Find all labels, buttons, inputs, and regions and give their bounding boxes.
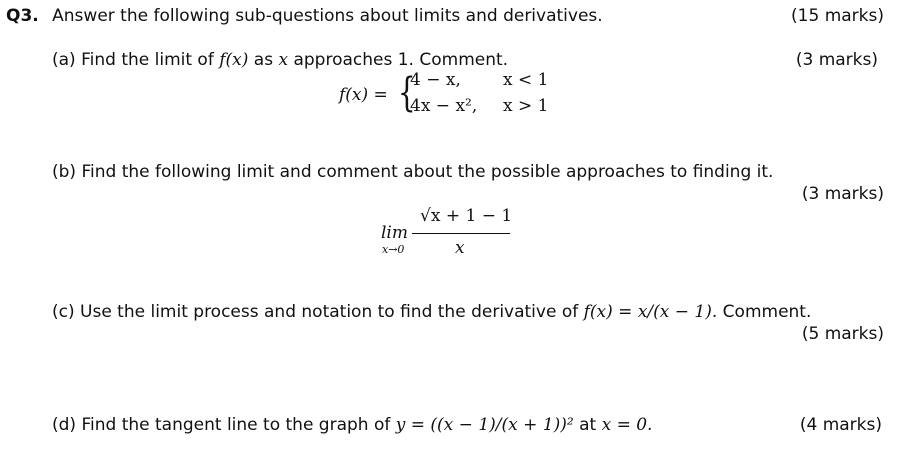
part-a-label: (a) Find the limit of bbox=[52, 50, 214, 70]
piecewise-case1-expr: 4 − x, bbox=[410, 70, 461, 90]
part-b-prompt: (b) Find the following limit and comment about the possible approaches to finding it. bbox=[52, 162, 774, 182]
limit-numerator: √x + 1 − 1 bbox=[420, 206, 513, 226]
part-a-x: x bbox=[278, 50, 289, 70]
question-number: Q3. bbox=[6, 6, 39, 26]
piecewise-case1-cond: x < 1 bbox=[503, 70, 549, 90]
part-d-prompt bbox=[52, 415, 652, 435]
piecewise-case2-cond: x > 1 bbox=[503, 96, 549, 116]
limit-fraction-bar bbox=[412, 233, 510, 234]
part-d-at: at bbox=[579, 415, 597, 435]
part-c-expr: f(x) = x/(x − 1). bbox=[583, 302, 718, 322]
part-d-marks: (4 marks) bbox=[799, 415, 882, 435]
part-d-text-start: (d) Find the tangent line to the graph of bbox=[52, 415, 391, 435]
piecewise-lhs: f(x) = bbox=[339, 85, 388, 105]
part-b-marks: (3 marks) bbox=[801, 184, 884, 204]
limit-subscript: x→0 bbox=[382, 243, 405, 256]
part-a-prompt bbox=[52, 50, 508, 70]
part-d-point: x = 0. bbox=[601, 415, 653, 435]
part-a-as: as bbox=[253, 50, 274, 70]
part-a-marks: (3 marks) bbox=[795, 50, 878, 70]
piecewise-brace: { bbox=[397, 70, 416, 116]
question-header bbox=[6, 6, 603, 26]
part-a-tail: approaches 1. Comment. bbox=[293, 50, 509, 70]
piecewise-case2-expr: 4x − x², bbox=[410, 96, 478, 116]
limit-lim: lim bbox=[381, 223, 408, 243]
part-d-expr: y = ((x − 1)/(x + 1))² bbox=[395, 415, 574, 435]
part-c-text-start: (c) Use the limit process and notation to find the derivative of bbox=[52, 302, 579, 322]
question-marks: (15 marks) bbox=[791, 6, 884, 26]
part-a-fx: f(x) bbox=[219, 50, 249, 70]
part-c-prompt bbox=[52, 302, 811, 322]
part-c-marks: (5 marks) bbox=[801, 324, 884, 344]
part-c-text-end: Comment. bbox=[722, 302, 812, 322]
question-title: Answer the following sub-questions about limits and derivatives. bbox=[52, 6, 603, 26]
limit-denominator: x bbox=[455, 238, 465, 258]
